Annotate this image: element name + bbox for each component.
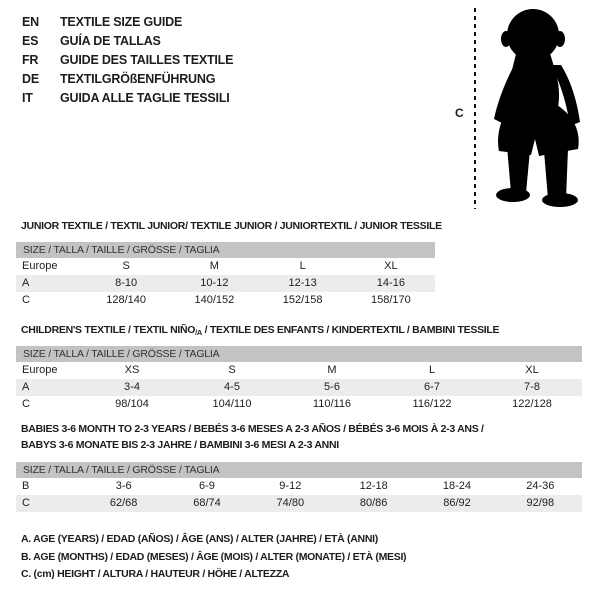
section-title-junior bbox=[21, 218, 442, 234]
table-row bbox=[16, 362, 582, 379]
table-row bbox=[16, 478, 582, 495]
row-label: C bbox=[22, 497, 30, 509]
language-row bbox=[22, 13, 233, 32]
size-value: 152/158 bbox=[282, 294, 323, 306]
size-value: 110/116 bbox=[312, 398, 352, 410]
measure-legend bbox=[21, 531, 406, 584]
table-row bbox=[16, 275, 435, 292]
size-value: 6-7 bbox=[424, 381, 440, 393]
table-row bbox=[16, 396, 582, 413]
language-row bbox=[22, 89, 233, 108]
language-code: ES bbox=[22, 34, 39, 48]
section-title-line bbox=[21, 437, 484, 453]
size-value: 18-24 bbox=[442, 480, 472, 492]
table-row bbox=[16, 379, 582, 396]
size-value: 116/122 bbox=[412, 398, 452, 410]
section-title-children bbox=[21, 322, 499, 339]
language-header bbox=[22, 13, 233, 108]
section-title-line bbox=[21, 322, 499, 339]
language-title: GUIDE DES TAILLES TEXTILE bbox=[60, 53, 234, 67]
language-title: GUÍA DE TALLAS bbox=[60, 34, 161, 48]
section-title-text: BABIES 3-6 MONTH TO 2-3 YEARS / BEBÉS 3-6 MESES A 2-3 AÑOS / BÉBÉS 3-6 MOIS À 2-3 ANS / bbox=[21, 423, 484, 435]
language-code: EN bbox=[22, 15, 39, 29]
row-label: A bbox=[22, 277, 30, 289]
size-value: XS bbox=[124, 364, 140, 376]
size-table-babies bbox=[16, 462, 582, 512]
language-row bbox=[22, 51, 233, 70]
row-label: B bbox=[22, 480, 30, 492]
size-value: 8-10 bbox=[115, 277, 138, 289]
size-value: 128/140 bbox=[106, 294, 146, 306]
size-value: L bbox=[428, 364, 436, 376]
size-value: 4-5 bbox=[224, 381, 240, 393]
size-value: 14-16 bbox=[376, 277, 405, 289]
section-title-line bbox=[21, 218, 442, 234]
table-row bbox=[16, 258, 435, 275]
language-code: DE bbox=[22, 72, 39, 86]
size-value: S bbox=[122, 260, 130, 272]
size-table-children bbox=[16, 346, 582, 413]
table-row bbox=[16, 495, 582, 512]
size-value: 98/104 bbox=[115, 398, 149, 410]
size-value: 140/152 bbox=[194, 294, 235, 306]
size-value: 92/98 bbox=[526, 497, 555, 509]
language-title: TEXTILGRÖßENFÜHRUNG bbox=[60, 72, 216, 86]
table-row bbox=[16, 292, 435, 309]
section-title-text: JUNIOR TEXTILE / TEXTIL JUNIOR/ TEXTILE JUNIOR / JUNIORTEXTIL / JUNIOR TESSILE bbox=[21, 220, 442, 232]
section-title-line bbox=[21, 421, 484, 437]
legend-line: A. AGE (YEARS) / EDAD (AÑOS) / ÂGE (ANS) / ALTER (JAHRE) / ETÀ (ANNI) bbox=[21, 533, 378, 545]
size-value: S bbox=[228, 364, 236, 376]
language-title: TEXTILE SIZE GUIDE bbox=[60, 15, 183, 29]
size-value: 10-12 bbox=[200, 277, 229, 289]
toddler-silhouette-image bbox=[486, 8, 592, 208]
legend-line: B. AGE (MONTHS) / EDAD (MESES) / ÂGE (MOIS) / ALTER (MONATE) / ETÀ (MESI) bbox=[21, 550, 407, 563]
size-value: 158/170 bbox=[370, 294, 411, 306]
size-value: 104/110 bbox=[212, 398, 252, 410]
size-value: 68/74 bbox=[193, 497, 221, 509]
language-title: GUIDA ALLE TAGLIE TESSILI bbox=[60, 91, 230, 105]
height-measure-label: C bbox=[455, 106, 464, 120]
row-label: Europe bbox=[22, 364, 58, 376]
row-label: C bbox=[22, 294, 30, 306]
size-value: M bbox=[209, 260, 219, 272]
size-value: L bbox=[299, 260, 306, 272]
size-value: 80/86 bbox=[359, 497, 388, 509]
section-title-text: CHILDREN'S TEXTILE / TEXTIL NIÑO bbox=[21, 324, 196, 336]
size-value: 122/128 bbox=[512, 398, 552, 410]
language-row bbox=[22, 32, 233, 51]
size-value: XL bbox=[384, 260, 398, 272]
language-code: FR bbox=[22, 53, 39, 67]
language-row bbox=[22, 70, 233, 89]
legend-line: C. (cm) HEIGHT / ALTURA / HAUTEUR / HÖHE / ALTEZZA bbox=[21, 568, 290, 580]
size-value: 74/80 bbox=[276, 497, 305, 509]
row-label: C bbox=[22, 398, 30, 410]
size-header-bar: SIZE / TALLA / TAILLE / GRÖSSE / TAGLIA bbox=[16, 242, 435, 258]
section-title-babies bbox=[21, 421, 484, 453]
size-value: 3-6 bbox=[115, 480, 132, 492]
size-value: 7-8 bbox=[524, 381, 540, 393]
height-measure-dashed-line bbox=[474, 8, 476, 209]
size-header-bar: SIZE / TALLA / TAILLE / GRÖSSE / TAGLIA bbox=[16, 346, 582, 362]
section-title-text: BABYS 3-6 MONATE BIS 2-3 JAHRE / BAMBINI 3-6 MESI A 2-3 ANNI bbox=[21, 439, 339, 451]
size-value: 12-18 bbox=[359, 480, 388, 492]
section-title-text: /A bbox=[195, 328, 203, 337]
row-label: Europe bbox=[22, 260, 58, 272]
size-value: 6-9 bbox=[199, 480, 215, 492]
size-value: M bbox=[327, 364, 337, 376]
size-value: 9-12 bbox=[279, 480, 302, 492]
size-value: XL bbox=[525, 364, 539, 376]
row-label: A bbox=[22, 381, 30, 393]
size-value: 24-36 bbox=[526, 480, 555, 492]
size-value: 12-13 bbox=[288, 277, 317, 289]
size-value: 5-6 bbox=[324, 381, 340, 393]
size-value: 62/68 bbox=[109, 497, 138, 509]
size-table-junior bbox=[16, 242, 435, 309]
language-code: IT bbox=[22, 91, 33, 105]
size-header-bar: SIZE / TALLA / TAILLE / GRÖSSE / TAGLIA bbox=[16, 462, 582, 478]
section-title-text: / TEXTILE DES ENFANTS / KINDERTEXTIL / BAMBINI TESSILE bbox=[202, 324, 500, 336]
size-value: 3-4 bbox=[124, 381, 140, 393]
size-value: 86/92 bbox=[443, 497, 471, 509]
